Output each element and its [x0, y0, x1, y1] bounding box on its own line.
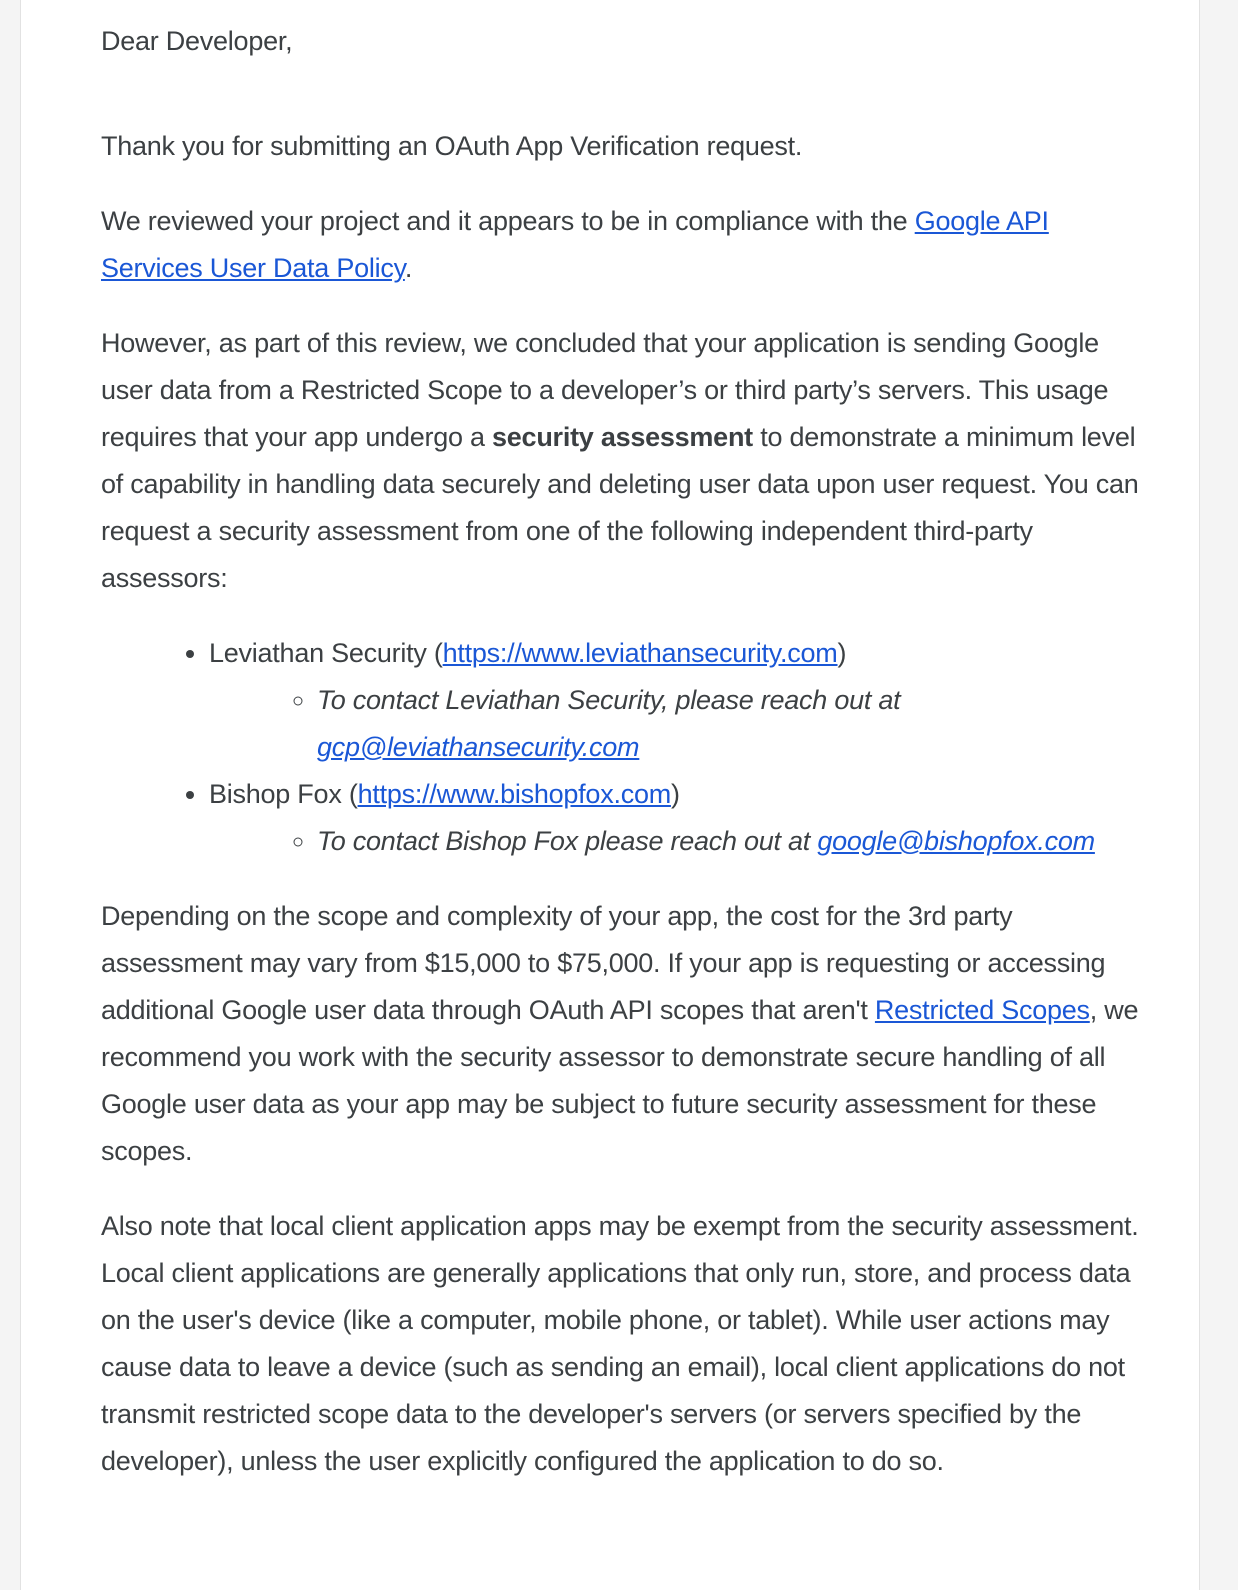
compliance-text: We reviewed your project and it appears to be in compliance with the [101, 206, 915, 236]
assessor-website-link[interactable]: https://www.leviathansecurity.com [442, 638, 838, 668]
assessor-name-close: ) [837, 638, 847, 668]
assessor-item [209, 630, 1141, 771]
assessor-contact [317, 677, 1141, 771]
assessor-contact-list [209, 818, 1141, 865]
security-assessment-emphasis: security assessment [492, 422, 753, 452]
local-client-paragraph: Also note that local client application apps may be exempt from the security assessment. Local client applications are generally applications that only run, store, and process data on the user's device (like a computer, mobile phone, or tablet). While user actions may cause data to leave a device (such as sending an email), local client applications do not transmit restricted scope data to the developer's servers (or servers specified by the developer), unless the user explicitly configured the application to do so. [101, 1211, 1139, 1476]
assessment-text: However, as part of this review, we concluded that your application is sending Google user data from a Restricted Scope to a developer’s or third party’s servers. This usage requires that your app undergo a [101, 328, 1109, 452]
security-assessment-paragraph [101, 320, 1141, 602]
intro-paragraph: Thank you for submitting an OAuth App Verification request. [101, 131, 803, 161]
contact-email-link[interactable]: gcp@leviathansecurity.com [317, 732, 640, 762]
assessor-contact-list [209, 677, 1141, 771]
compliance-paragraph [101, 198, 1141, 292]
assessor-name: Bishop Fox ( [209, 779, 358, 809]
contact-text: To contact Bishop Fox please reach out at [317, 826, 818, 856]
assessor-item [209, 771, 1141, 865]
cost-paragraph [101, 893, 1141, 1175]
user-data-policy-link[interactable]: Google API Services User Data Policy [101, 206, 1049, 283]
email-body [101, 18, 1141, 1513]
cost-text: Depending on the scope and complexity of your app, the cost for the 3rd party assessment may vary from $15,000 to $75,000. If your app is requesting or accessing additional Google user data through OAuth API scopes that aren't [101, 901, 1106, 1025]
contact-text: To contact Leviathan Security, please reach out at [317, 685, 901, 715]
greeting: Dear Developer, [101, 26, 293, 56]
assessor-contact [317, 818, 1141, 865]
assessor-website-link[interactable]: https://www.bishopfox.com [357, 779, 671, 809]
assessor-name: Leviathan Security ( [209, 638, 443, 668]
restricted-scopes-link[interactable]: Restricted Scopes [874, 995, 1090, 1025]
cost-text-end: , we recommend you work with the security assessor to demonstrate secure handling of all Google user data as your app may be subject to future security assessment for these scopes. [101, 995, 1139, 1166]
assessment-text-end: to demonstrate a minimum level of capability in handling data securely and deleting user data upon user request. You can request a security assessment from one of the following independent third-party assessors: [101, 422, 1139, 593]
assessor-list [101, 630, 1141, 865]
assessor-name-close: ) [670, 779, 680, 809]
email-card [20, 0, 1200, 1590]
compliance-text-end: . [404, 253, 413, 283]
contact-email-link[interactable]: google@bishopfox.com [817, 826, 1095, 856]
